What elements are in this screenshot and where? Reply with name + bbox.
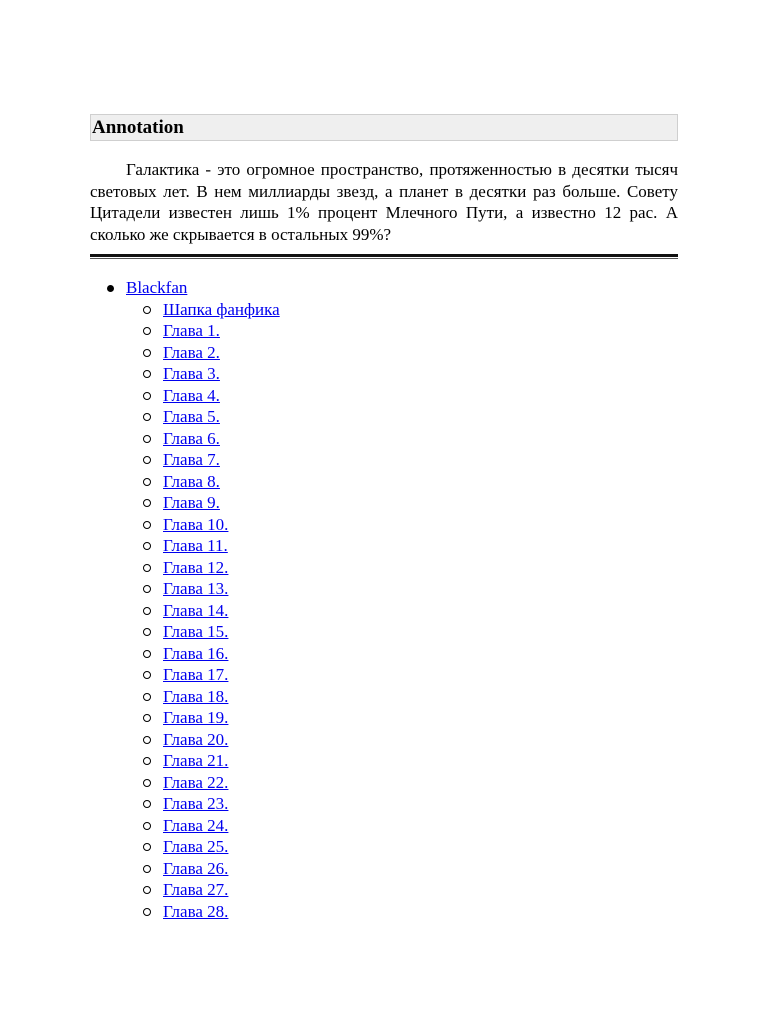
toc-link-chapter[interactable]: Глава 9.: [163, 493, 220, 512]
toc-link-chapter[interactable]: Глава 15.: [163, 622, 229, 641]
toc-link-chapter[interactable]: Глава 13.: [163, 579, 229, 598]
table-of-contents: [90, 277, 678, 922]
bullet-circle-icon: [143, 671, 151, 679]
toc-link-blackfan[interactable]: Blackfan: [126, 278, 188, 297]
toc-link-chapter[interactable]: Глава 16.: [163, 643, 229, 663]
bullet-circle-icon: [143, 800, 151, 808]
section-divider: [90, 254, 678, 259]
list-item: [126, 406, 678, 428]
list-item: [126, 342, 678, 364]
toc-link-chapter[interactable]: Глава 2.: [163, 342, 220, 362]
bullet-circle-icon: [143, 370, 151, 378]
document-page: [90, 114, 678, 922]
bullet-circle-icon: [143, 650, 151, 658]
list-item: [126, 815, 678, 837]
bullet-circle-icon: [143, 435, 151, 443]
bullet-circle-icon: [143, 392, 151, 400]
bullet-circle-icon: [143, 499, 151, 507]
toc-link-chapter[interactable]: Глава 11.: [163, 536, 228, 555]
toc-link-chapter[interactable]: Глава 12.: [163, 557, 229, 577]
list-item: [126, 320, 678, 342]
list-item: [126, 363, 678, 385]
bullet-circle-icon: [143, 886, 151, 894]
list-item: [126, 686, 678, 708]
bullet-circle-icon: [143, 542, 151, 550]
toc-link-chapter[interactable]: Глава 5.: [163, 407, 220, 426]
bullet-circle-icon: [143, 564, 151, 572]
toc-link-chapter[interactable]: Глава 7.: [163, 450, 220, 469]
toc-link-chapter[interactable]: Глава 4.: [163, 385, 220, 405]
chapter-list: [126, 299, 678, 923]
bullet-circle-icon: [143, 521, 151, 529]
list-item: [126, 385, 678, 407]
list-item: [126, 836, 678, 858]
toc-link-chapter[interactable]: Глава 27.: [163, 880, 229, 899]
toc-link-chapter[interactable]: Глава 8.: [163, 471, 220, 491]
list-item: [126, 621, 678, 643]
toc-link-chapter[interactable]: Глава 10.: [163, 514, 229, 534]
list-item: [126, 471, 678, 493]
list-item: [126, 901, 678, 923]
bullet-circle-icon: [143, 628, 151, 636]
toc-link-header[interactable]: Шапка фанфика: [163, 299, 280, 319]
list-item: [126, 535, 678, 557]
bullet-circle-icon: [143, 456, 151, 464]
annotation-heading: Annotation: [90, 114, 678, 141]
bullet-circle-icon: [143, 585, 151, 593]
list-item: [126, 772, 678, 794]
bullet-circle-icon: [143, 413, 151, 421]
list-item: [126, 492, 678, 514]
list-item: [126, 299, 678, 321]
bullet-circle-icon: [143, 693, 151, 701]
list-item: [126, 557, 678, 579]
bullet-circle-icon: [143, 736, 151, 744]
toc-link-chapter[interactable]: Глава 14.: [163, 600, 229, 620]
toc-item-blackfan: [90, 277, 678, 922]
toc-link-chapter[interactable]: Глава 23.: [163, 794, 229, 813]
bullet-circle-icon: [143, 779, 151, 787]
list-item: [126, 664, 678, 686]
list-item: [126, 858, 678, 880]
bullet-circle-icon: [143, 908, 151, 916]
toc-link-chapter[interactable]: Глава 26.: [163, 858, 229, 878]
bullet-circle-icon: [143, 843, 151, 851]
bullet-circle-icon: [143, 327, 151, 335]
toc-link-chapter[interactable]: Глава 1.: [163, 321, 220, 340]
bullet-circle-icon: [143, 607, 151, 615]
toc-link-chapter[interactable]: Глава 3.: [163, 364, 220, 383]
toc-link-chapter[interactable]: Глава 6.: [163, 428, 220, 448]
bullet-circle-icon: [143, 478, 151, 486]
bullet-circle-icon: [143, 306, 151, 314]
toc-link-chapter[interactable]: Глава 21.: [163, 751, 229, 770]
list-item: [126, 578, 678, 600]
bullet-circle-icon: [143, 714, 151, 722]
list-item: [126, 729, 678, 751]
list-item: [126, 879, 678, 901]
list-item: [126, 514, 678, 536]
list-item: [126, 643, 678, 665]
list-item: [126, 750, 678, 772]
toc-link-chapter[interactable]: Глава 20.: [163, 729, 229, 749]
toc-link-chapter[interactable]: Глава 18.: [163, 686, 229, 706]
toc-link-chapter[interactable]: Глава 19.: [163, 708, 229, 727]
toc-link-chapter[interactable]: Глава 24.: [163, 815, 229, 835]
bullet-circle-icon: [143, 757, 151, 765]
bullet-circle-icon: [143, 349, 151, 357]
bullet-circle-icon: [143, 822, 151, 830]
list-item: [126, 793, 678, 815]
toc-link-chapter[interactable]: Глава 28.: [163, 901, 229, 921]
toc-link-chapter[interactable]: Глава 22.: [163, 772, 229, 792]
list-item: [126, 707, 678, 729]
annotation-text: Галактика - это огромное пространство, протяженностью в десятки тысяч световых лет. В нем миллиарды звезд, а планет в десятки раз больше. Совету Цитадели известен лишь 1% процент Млечного Пути, а известно 12 рас. А сколько же скрывается в остальных 99%?: [90, 160, 678, 244]
list-item: [126, 600, 678, 622]
list-item: [126, 449, 678, 471]
list-item: [126, 428, 678, 450]
toc-link-chapter[interactable]: Глава 17.: [163, 665, 229, 684]
bullet-disc-icon: [107, 285, 114, 292]
bullet-circle-icon: [143, 865, 151, 873]
toc-link-chapter[interactable]: Глава 25.: [163, 837, 229, 856]
